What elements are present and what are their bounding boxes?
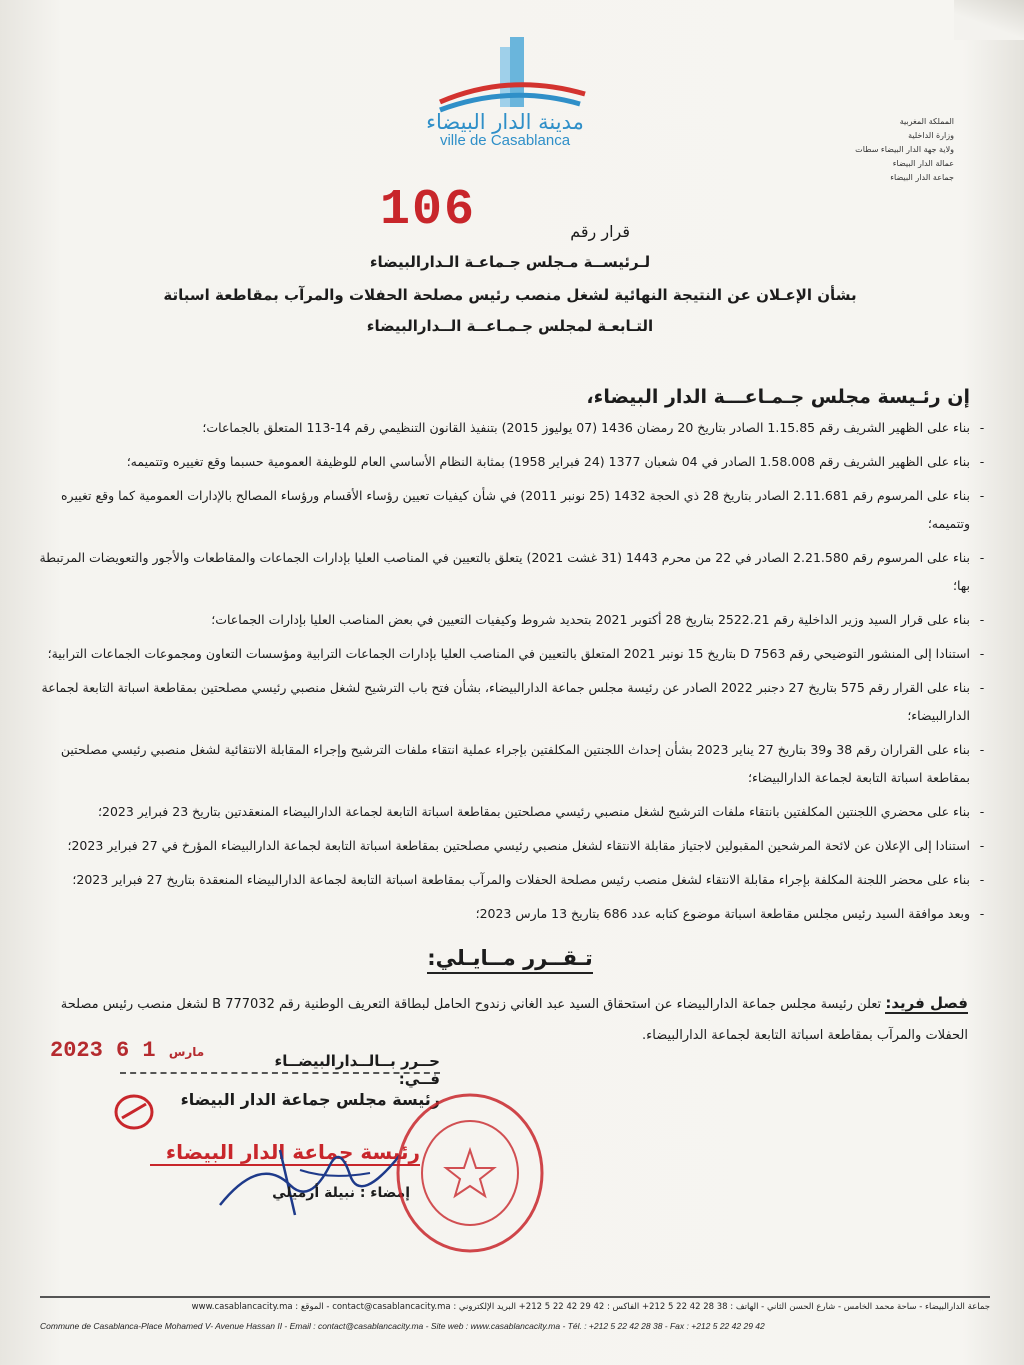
footer-french: Commune de Casablanca-Place Mohamed V- Avenue Hassan II - Email : contact@casablancacity.ma - Site web : www.casablancacity.ma - Tél. : +212 5 22 42 28 38 - Fax : +212 5 22 42 29 42 <box>40 1321 765 1331</box>
footer-divider <box>40 1296 990 1298</box>
document-body <box>36 386 988 934</box>
list-item: - استنادا إلى الإعلان عن لائحة المرشحين المقبولين لاجتياز مقابلة الانتقاء لشغل منصبي رئيسي مصلحتين بمقاطعة اسباتة التابعة لجماعة الدارالبيضاء المؤرخ في 27 فبراير 2023؛ <box>67 838 985 853</box>
signed-by: إمضاء : نبيلة أرميلي <box>272 1185 410 1201</box>
official-seal-icon <box>390 1088 550 1258</box>
list-item: - بناء على محضر اللجنة المكلفة بإجراء مقابلة الانتقاء لشغل منصب رئيس مصلحة الحفلات والمرآب بمقاطعة اسباتة التابعة لجماعة الدارالبيضاء المنعقدة بتاريخ 27 فبراير 2023؛ <box>72 872 985 887</box>
document-subtitle: لـرئيســة مـجلس جـماعـة الـدارالبيضاء <box>369 253 651 271</box>
logo-arabic-text: مدينة الدار البيضاء <box>426 110 584 134</box>
administrative-header <box>754 115 954 185</box>
admin-line: جماعة الدار البيضاء <box>890 173 954 182</box>
list-item: - بناء على الظهير الشريف رقم 1.15.85 الصادر بتاريخ 20 رمضان 1436 (07 يوليوز 2015) بتنفيذ القانون التنظيمي رقم 14-113 المتعلق بالجماعات؛ <box>202 420 985 435</box>
issue-date: 2023 مارس 1 6 <box>50 1038 205 1063</box>
decision-label: قرار رقم <box>570 222 630 241</box>
list-item: - بناء على القرار رقم 575 بتاريخ 27 دجنبر 2022 الصادر عن رئيسة مجلس جماعة الدارالبيضاء، بشأن فتح باب الترشيح لشغل منصبي رئيسي مصلحتين بمقاطعة اسباتة التابعة لجماعة الدارالبيضاء؛ <box>41 680 985 723</box>
red-name-stamp: رئيسة جماعة الدار البيضاء <box>150 1140 420 1166</box>
signatory-title: رئيسة مجلس جماعة الدار البيضاء <box>180 1090 440 1109</box>
issued-at-label: حــرر بــالــدارالبيضــاء فــي: <box>274 1052 440 1088</box>
article-text: تعلن رئيسة مجلس جماعة الدارالبيضاء عن استحقاق السيد عبد الغاني زندوح الحامل لبطاقة التعريف الوطنية رقم B 777032 لشغل منصب رئيس مصلحة الحفلات والمرآب بمقاطعة اسباتة التابعة لجماعة الدارالبيضاء. <box>60 997 968 1043</box>
document-title-line-1: بشأن الإعـلان عن النتيجة النهائية لشغل منصب رئيس مصلحة الحفلات والمرآب بمقاطعة اسباتة <box>163 286 857 304</box>
list-item: - بناء على المرسوم رقم 2.11.681 الصادر بتاريخ 28 ذي الحجة 1432 (25 نونبر 2011) في شأن كيفيات تعيين رؤساء الأقسام ورؤساء المصالح بالإدارات العمومية كما وقع تغييره وتتميمه؛ <box>61 488 985 531</box>
decision-number: 106 <box>380 182 477 239</box>
list-item: - بناء على الظهير الشريف رقم 1.58.008 الصادر في 04 شعبان 1377 (24 فبراير 1958) بمثابة النظام الأساسي العام للوظيفة العمومية حسبما وقع تغييره وتتميمه؛ <box>126 454 985 469</box>
intro-statement: إن رئـيسة مجلس جـمـاعـــة الدار البيضاء، <box>586 386 970 408</box>
stamp-badge-icon <box>112 1090 156 1134</box>
admin-line: ولاية جهة الدار البيضاء سطات <box>855 145 954 154</box>
decision-heading: تـقــرر مــايـلي: <box>360 946 660 970</box>
list-item: - بناء على المرسوم رقم 2.21.580 الصادر في 22 من محرم 1443 (31 غشت 2021) يتعلق بالتعيين في المناصب العليا بإدارات الجماعات والمقاطعات والأجور والتعويضات المرتبطة بها؛ <box>39 550 985 593</box>
document-title-line-2: التـابعـة لمجلس جـمـاعــة الــدارالبيضاء <box>366 317 654 335</box>
list-item: - بناء على قرار السيد وزير الداخلية رقم 2522.21 بتاريخ 28 أكتوبر 2021 بتحديد شروط وكيفيات التعيين في بعض المناصب العليا بإدارات الجماعات؛ <box>211 612 985 627</box>
admin-line: وزارة الداخلية <box>908 131 954 140</box>
list-item: - استنادا إلى المنشور التوضيحي رقم D 7563 بتاريخ 15 نونبر 2021 المتعلق بالتعيين في المناصب العليا بإدارات الجماعات الترابية ومؤسسات التعاون ومجموعات الجماعات الترابية؛ <box>47 646 985 661</box>
article-label: فصل فريد: <box>885 994 968 1012</box>
admin-line: عمالة الدار البيضاء <box>892 159 954 168</box>
page-fold <box>954 0 1024 40</box>
footer-arabic: جماعة الدارالبيضاء - ساحة محمد الخامس - شارع الحسن الثاني - الهاتف : 38 28 42 22 5 212+ الفاكس : 42 29 42 22 5 212+ البريد الإلكتروني : contact@casablancacity.ma - الموقع : www.casablancacity.ma <box>191 1302 990 1312</box>
logo-french-text: ville de Casablanca <box>439 132 571 149</box>
list-item: - وبعد موافقة السيد رئيس مجلس مقاطعة اسباتة موضوع كتابه عدد 686 بتاريخ 13 مارس 2023؛ <box>475 906 985 921</box>
list-item: - بناء على محضري اللجنتين المكلفتين بانتقاء ملفات الترشيح لشغل منصبي رئيسي مصلحتين بمقاطعة اسباتة التابعة لجماعة الدارالبيضاء المنعقدتين بتاريخ 23 فبراير 2023؛ <box>98 804 985 819</box>
admin-line: المملكة المغربية <box>899 117 954 126</box>
handwritten-signature-icon <box>200 1135 420 1225</box>
list-item: - بناء على القراران رقم 38 و39 بتاريخ 27 يناير 2023 بشأن إحداث اللجنتين المكلفتين بإجراء عملية انتقاء ملفات الترشيح وإجراء المقابلة الانتقائية لشغل منصبي رئيسي مصلحتين بمقاطعة اسباتة التابعة لجماعة الدارالبيضاء؛ <box>60 742 985 785</box>
